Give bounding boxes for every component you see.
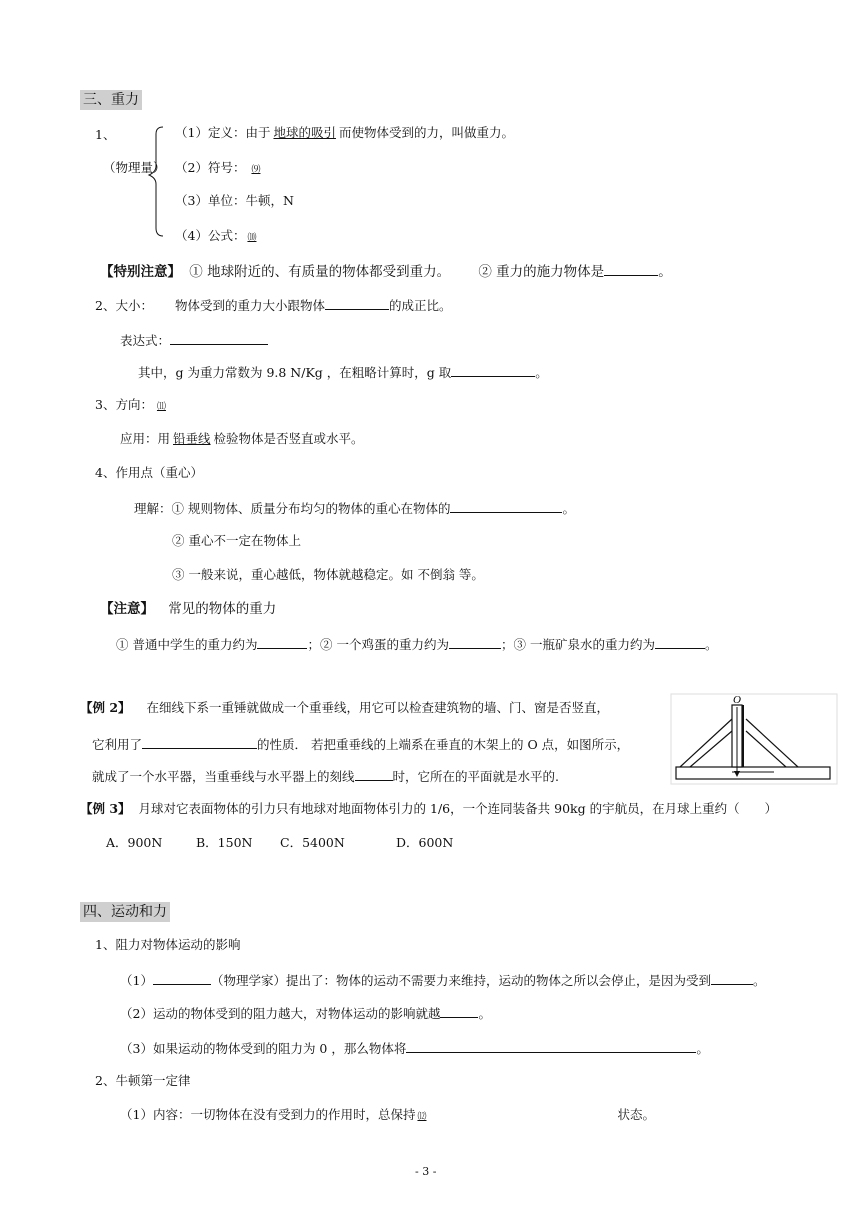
brace-icon xyxy=(143,124,167,244)
attention-line: 【注意】 常见的物体的重力 xyxy=(100,601,277,617)
section-title-gravity: 三、重力 xyxy=(80,90,142,110)
blank-center xyxy=(450,499,562,513)
newton-law-content: （1）内容：一切物体在没有受到力的作用时，总保持 ⑿ 状态。 xyxy=(120,1107,655,1125)
example-2-line-3: 就成了一个水平器，当重垂线与水平器上的刻线 时，它所在的平面就是水平的. xyxy=(92,769,559,784)
resistance-2: （2）运动的物体受到的阻力越大，对物体运动的影响就越 。 xyxy=(120,1006,491,1021)
option-a: A．900N xyxy=(106,835,163,850)
direction-line: 3、方向： ⑾ xyxy=(95,397,277,415)
example-2-line-1: 【例 2】 在细线下系一重锤就做成一个重垂线，用它可以检查建筑物的墙、门、窗是否竖直， xyxy=(80,700,610,715)
blank-expression xyxy=(170,331,268,345)
blank-11: ⑾ xyxy=(156,402,166,412)
symbol-line: （2）符号： ⑼ xyxy=(175,160,311,178)
blank-size xyxy=(325,296,389,310)
resistance-heading: 1、阻力对物体运动的影响 xyxy=(95,937,241,952)
item-1-category: （物理量） xyxy=(103,160,166,175)
option-c: C．5400N xyxy=(280,835,345,850)
blank-g xyxy=(451,363,535,377)
size-line: 2、大小： 物体受到的重力大小跟物体 的成正比。 xyxy=(95,298,452,313)
resistance-3: （3）如果运动的物体受到的阻力为 0 ，那么物体将 。 xyxy=(120,1041,709,1056)
definition-line: （1）定义：由于 地球的吸引 而使物体受到的力，叫做重力。 xyxy=(175,125,514,140)
resistance-1: （1） （物理学家）提出了：物体的运动不需要力来维持，运动的物体之所以会停止，是因为受到 。 xyxy=(120,973,766,988)
section-title-motion-force: 四、运动和力 xyxy=(80,902,170,922)
level-device-figure xyxy=(670,693,838,785)
point-o-label: O xyxy=(733,694,741,706)
blank-9: ⑼ xyxy=(251,165,261,175)
blank-12: ⑿ xyxy=(417,1112,427,1122)
blank-force-source xyxy=(604,262,658,276)
understanding-2: ② 重心不一定在物体上 xyxy=(172,533,301,548)
option-b: B．150N xyxy=(196,835,253,850)
blank-10: ⑽ xyxy=(247,233,257,243)
page-number: - 3 - xyxy=(415,1165,437,1178)
example-2-line-2: 它利用了 的性质． 若把重垂线的上端系在垂直的木架上的 O 点，如图所示， xyxy=(92,737,630,752)
expression-line: 表达式： xyxy=(120,331,268,349)
g-value-line: 其中，g 为重力常数为 9.8 N/Kg ，在粗略计算时，g 取 。 xyxy=(138,365,548,380)
unit-line: （3）单位：牛顿，N xyxy=(175,193,294,208)
example-3-question: 【例 3】 月球对它表面物体的引力只有地球对地面物体引力的 1/6，一个连同装备共 90kg 的宇航员，在月球上重约（ ） xyxy=(80,801,778,816)
application-line: 应用：用 铅垂线 检验物体是否竖直或水平。 xyxy=(120,431,364,446)
common-weights-line: ① 普通中学生的重力约为 ；② 一个鸡蛋的重力约为 ；③ 一瓶矿泉水的重力约为 。 xyxy=(116,637,718,652)
newton-law-heading: 2、牛顿第一定律 xyxy=(95,1073,191,1088)
understanding-1: 理解：① 规则物体、质量分布均匀的物体的重心在物体的 。 xyxy=(134,501,575,516)
option-d: D．600N xyxy=(396,835,454,850)
center-of-gravity-heading: 4、作用点（重心） xyxy=(95,465,203,480)
item-1-number: 1、 xyxy=(95,127,116,142)
understanding-3: ③ 一般来说，重心越低，物体就越稳定。如 不倒翁 等。 xyxy=(172,567,484,582)
formula-line: （4）公式： ⑽ xyxy=(175,228,375,246)
special-note: 【特别注意】 ① 地球附近的、有质量的物体都受到重力。 ② 重力的施力物体是 。 xyxy=(100,264,672,280)
